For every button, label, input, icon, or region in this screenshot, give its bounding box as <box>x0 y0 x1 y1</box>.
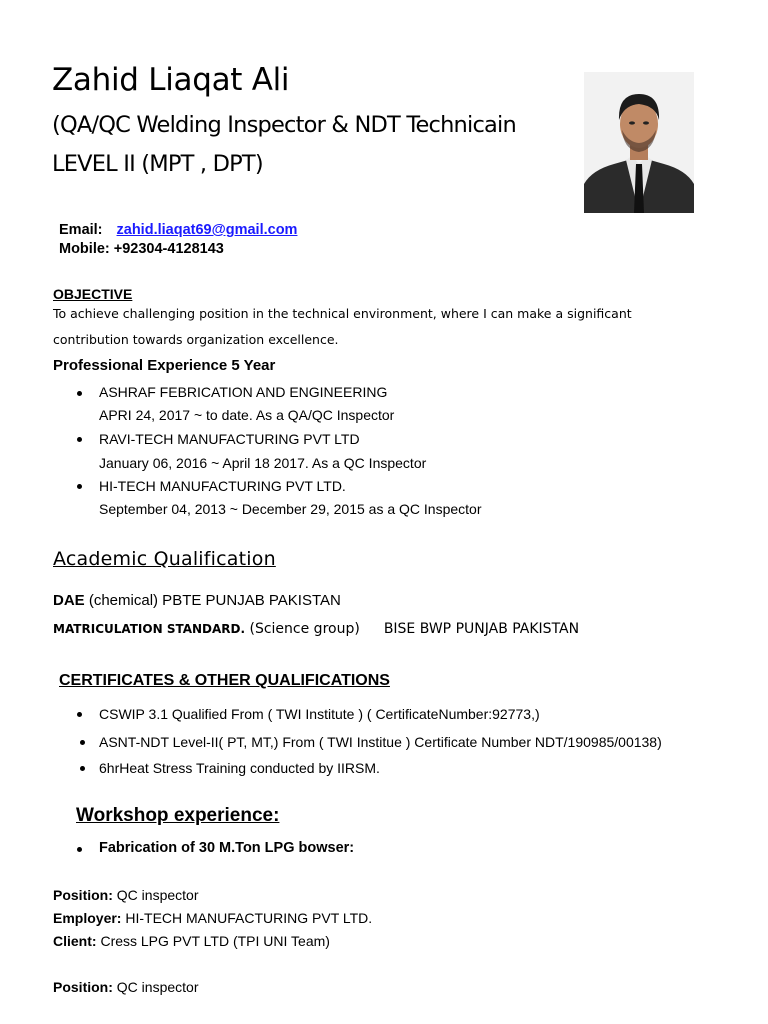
client-row <box>53 933 330 949</box>
dae-label: DAE <box>53 592 85 609</box>
experience-company: ASHRAF FEBRICATION AND ENGINEERING <box>99 384 388 400</box>
position-value-2: QC inspector <box>112 979 199 995</box>
experience-detail: APRI 24, 2017 ~ to date. As a QA/QC Inspector <box>99 407 395 423</box>
experience-company: RAVI-TECH MANUFACTURING PVT LTD <box>99 431 360 447</box>
workshop-item: Fabrication of 30 M.Ton LPG bowser: <box>99 840 355 856</box>
certificates-heading: CERTIFICATES & OTHER QUALIFICATIONS <box>59 672 390 689</box>
client-value: Cress LPG PVT LTD (TPI UNI Team) <box>96 933 330 949</box>
position-row-2 <box>53 979 198 995</box>
matric-qualification <box>53 620 579 637</box>
employer-row <box>53 910 372 926</box>
academic-heading: Academic Qualification <box>53 548 276 570</box>
experience-detail: January 06, 2016 ~ April 18 2017. As a QC Inspector <box>99 455 427 471</box>
dae-detail: (chemical) PBTE PUNJAB PAKISTAN <box>84 592 341 609</box>
experience-company: HI-TECH MANUFACTURING PVT LTD. <box>99 478 346 494</box>
matric-group: (Science group) <box>245 621 360 637</box>
client-label: Client: <box>53 933 97 949</box>
experience-heading: Professional Experience 5 Year <box>53 357 276 374</box>
candidate-name: Zahid Liaqat Ali <box>52 62 290 98</box>
bullet-icon <box>77 484 82 489</box>
email-label: Email: <box>59 222 103 238</box>
position-value: QC inspector <box>112 887 199 903</box>
employer-label: Employer: <box>53 910 122 926</box>
certificate-item: CSWIP 3.1 Qualified From ( TWI Institute ) ( CertificateNumber:92773,) <box>99 706 540 722</box>
objective-heading: OBJECTIVE <box>53 286 133 302</box>
experience-detail: September 04, 2013 ~ December 29, 2015 as a QC Inspector <box>99 501 482 517</box>
position-label: Position: <box>53 887 113 903</box>
dae-qualification <box>53 592 341 609</box>
email-link[interactable]: zahid.liaqat69@gmail.com <box>116 222 298 238</box>
objective-text-line1: To achieve challenging position in the technical environment, where I can make a significant <box>53 306 632 321</box>
mobile-number: Mobile: +92304-4128143 <box>59 241 224 257</box>
objective-text-line2: contribution towards organization excellence. <box>53 332 339 347</box>
position-row <box>53 887 198 903</box>
email-row <box>59 222 297 238</box>
job-title-line1: (QA/QC Welding Inspector & NDT Technicain <box>52 112 516 138</box>
matric-label: MATRICULATION STANDARD. <box>53 622 246 636</box>
bullet-icon <box>77 437 82 442</box>
bullet-icon <box>77 712 82 717</box>
certificate-item: ASNT-NDT Level-II( PT, MT,) From ( TWI Institue ) Certificate Number NDT/190985/00138) <box>99 734 662 750</box>
bullet-icon <box>80 740 85 745</box>
employer-value: HI-TECH MANUFACTURING PVT LTD. <box>121 910 373 926</box>
workshop-heading: Workshop experience: <box>76 805 280 826</box>
job-title-line2: LEVEL II (MPT , DPT) <box>52 151 263 177</box>
bullet-icon <box>77 847 82 852</box>
position-label-2: Position: <box>53 979 113 995</box>
bullet-icon <box>77 391 82 396</box>
bullet-icon <box>80 766 85 771</box>
matric-board: BISE BWP PUNJAB PAKISTAN <box>383 621 580 637</box>
certificate-item: 6hrHeat Stress Training conducted by IIRSM. <box>99 760 380 776</box>
profile-photo <box>584 72 694 213</box>
